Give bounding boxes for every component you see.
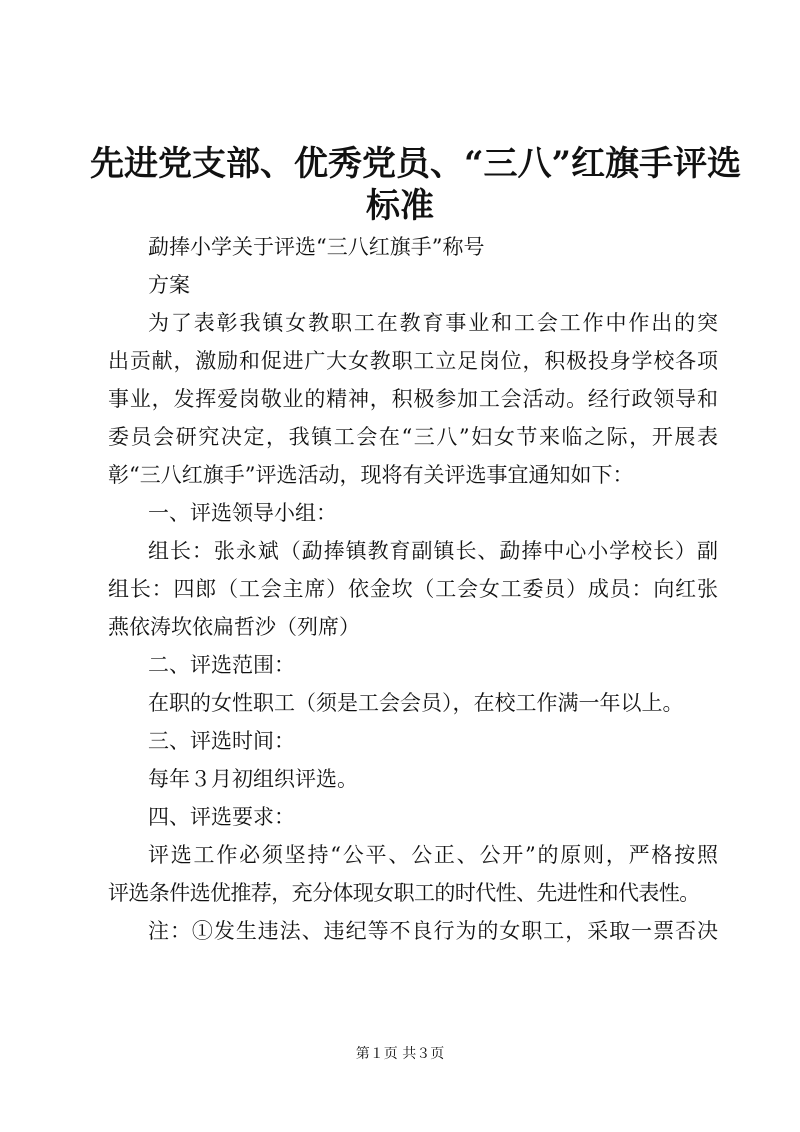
- document-title-line-1: 先进党支部、优秀党员、“三八”红旗手评选: [90, 144, 742, 184]
- paragraph-line: 在职的女性职工（须是工会会员），在校工作满一年以上。: [148, 691, 684, 715]
- paragraph-line: 出贡献，激励和促进广大女教职工立足岗位，积极投身学校各项: [108, 349, 718, 373]
- paragraph-line: 彰“三八红旗手”评选活动，现将有关评选事宜通知如下：: [108, 463, 634, 487]
- document-body: [108, 228, 718, 950]
- paragraph-line: 每年３月初组织评选。: [148, 767, 358, 791]
- paragraph-line: 组长：四郎（工会主席）依金坎（工会女工委员）成员：向红张: [108, 577, 718, 601]
- section-heading: 二、评选范围：: [148, 653, 295, 677]
- paragraph-line: 燕依涛坎依扁哲沙（列席）: [108, 615, 360, 639]
- section-heading: 三、评选时间：: [148, 729, 295, 753]
- paragraph-line: 事业，发挥爱岗敬业的精神，积极参加工会活动。经行政领导和: [108, 387, 718, 411]
- paragraph-line: 组长：张永斌（勐捧镇教育副镇长、勐捧中心小学校长）副: [148, 539, 718, 563]
- paragraph-line: 注：①发生违法、违纪等不良行为的女职工，采取一票否决: [148, 919, 718, 943]
- paragraph-line: 为了表彰我镇女教职工在教育事业和工会工作中作出的突: [148, 311, 718, 335]
- paragraph-line: 评选工作必须坚持“公平、公正、公开”的原则，严格按照: [148, 843, 718, 867]
- paragraph-line: 委员会研究决定，我镇工会在“三八”妇女节来临之际，开展表: [108, 425, 718, 449]
- subtitle-line-1: 勐捧小学关于评选“三八红旗手”称号: [148, 235, 485, 259]
- document-title-line-2: 标准: [366, 186, 434, 226]
- page-footer: 第１页 共３页: [355, 1046, 445, 1062]
- section-heading: 一、评选领导小组：: [148, 501, 337, 525]
- subtitle-line-2: 方案: [148, 273, 190, 297]
- paragraph-line: 评选条件选优推荐，充分体现女职工的时代性、先进性和代表性。: [108, 881, 700, 905]
- section-heading: 四、评选要求：: [148, 805, 295, 829]
